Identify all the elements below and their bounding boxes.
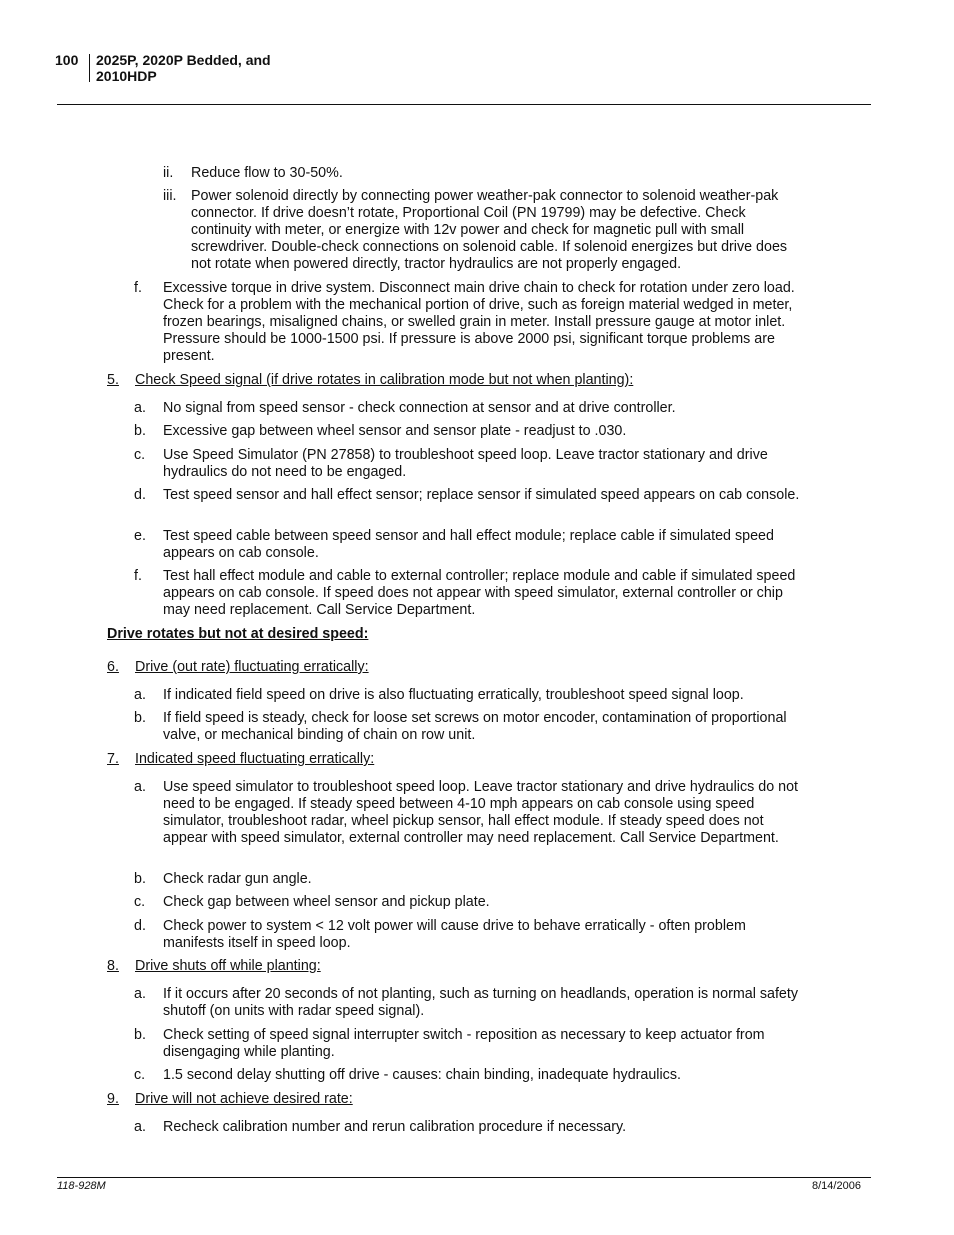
- footer-date: 8/14/2006: [812, 1180, 861, 1192]
- list-marker: iii.: [163, 188, 177, 204]
- header-title-line2: 2010HDP: [96, 68, 157, 84]
- footer-rule: [57, 1177, 871, 1178]
- list-text: Excessive torque in drive system. Disconnect main drive chain to check for rotation under zero load. Check for a problem with the mechanical portion of drive, such as foreign material wedged in meter, frozen bearings, misaligned chains, or swelled grain in meter. Install pressure gauge at motor inlet. Pressure should be 1000-1500 psi. If pressure is above 2000 psi, significant torque problems are present.: [163, 280, 795, 364]
- list-marker: b.: [134, 871, 146, 887]
- list-marker: a.: [134, 687, 146, 703]
- list-marker: c.: [134, 894, 146, 910]
- header-divider: [89, 54, 90, 82]
- list-text: Test hall effect module and cable to external controller; replace module and cable if simulated speed appears on cab console. If speed does not appear with speed simulator, external controller or chip may need replacement. Call Service Department.: [163, 568, 796, 618]
- page-header: [55, 52, 271, 84]
- list-text: No signal from speed sensor - check connection at sensor and at drive controller.: [163, 400, 676, 416]
- list-marker: 7.: [107, 751, 119, 767]
- list-text: 1.5 second delay shutting off drive - causes: chain binding, inadequate hydraulics.: [163, 1067, 681, 1083]
- list-text: Check gap between wheel sensor and pickup plate.: [163, 894, 490, 910]
- list-text: Check radar gun angle.: [163, 871, 312, 887]
- section-heading: Drive (out rate) fluctuating erratically:: [135, 659, 369, 675]
- header-title-line1: 2025P, 2020P Bedded, and: [96, 52, 271, 68]
- list-marker: 9.: [107, 1091, 119, 1107]
- list-text: Test speed sensor and hall effect sensor; replace sensor if simulated speed appears on cab console.: [163, 487, 800, 503]
- section-heading: Drive will not achieve desired rate:: [135, 1091, 353, 1107]
- list-text: Reduce flow to 30-50%.: [191, 165, 343, 181]
- list-marker: b.: [134, 423, 146, 439]
- list-marker: a.: [134, 1119, 146, 1135]
- list-text: Test speed cable between speed sensor and hall effect module; replace cable if simulated speed appears on cab console.: [163, 528, 774, 561]
- list-text: Use speed simulator to troubleshoot speed loop. Leave tractor stationary and drive hydraulics do not need to be engaged. If steady speed between 4-10 mph appears on cab console using speed simulator, troubleshoot radar, wheel pickup sensor, hall effect module. If steady speed does not appear with speed simulator, external controller may need replacement. Call Service Department.: [163, 779, 798, 846]
- list-text: Power solenoid directly by connecting power weather-pak connector to solenoid weather-pak connector. If drive doesn’t rotate, Proportional Coil (PN 19799) may be defective. Check continuity with meter, or energize with 12v power and check for magnetic pull with small screwdriver. Double-check connections on solenoid cable. If solenoid energizes but drive does not rotate when powered directly, tractor hydraulics are not properly engaged.: [191, 188, 788, 272]
- section-heading: Check Speed signal (if drive rotates in calibration mode but not when planting):: [135, 372, 634, 388]
- list-marker: d.: [134, 918, 146, 934]
- header-title: [96, 52, 271, 84]
- list-marker: c.: [134, 1067, 146, 1083]
- list-text: Check power to system < 12 volt power will cause drive to behave erratically - often problem manifests itself in speed loop.: [163, 918, 746, 951]
- list-marker: a.: [134, 779, 146, 795]
- footer-doc-number: 118-928M: [57, 1180, 106, 1192]
- list-text: Recheck calibration number and rerun calibration procedure if necessary.: [163, 1119, 627, 1135]
- list-marker: 6.: [107, 659, 119, 675]
- list-marker: f.: [134, 568, 142, 584]
- list-text: Excessive gap between wheel sensor and sensor plate - readjust to .030.: [163, 423, 627, 439]
- list-marker: 8.: [107, 958, 119, 974]
- list-marker: c.: [134, 447, 146, 463]
- header-rule: [57, 104, 871, 105]
- subsection-heading: Drive rotates but not at desired speed:: [107, 626, 369, 642]
- list-text: If indicated field speed on drive is also fluctuating erratically, troubleshoot speed signal loop.: [163, 687, 744, 703]
- list-marker: f.: [134, 280, 142, 296]
- list-text: If field speed is steady, check for loose set screws on motor encoder, contamination of proportional valve, or mechanical binding of chain on row unit.: [163, 710, 787, 743]
- section-heading: Indicated speed fluctuating erratically:: [135, 751, 375, 767]
- list-text: If it occurs after 20 seconds of not planting, such as turning on headlands, operation is normal safety shutoff (on units with radar speed signal).: [163, 986, 798, 1019]
- list-text: Use Speed Simulator (PN 27858) to troubleshoot speed loop. Leave tractor stationary and drive hydraulics do not need to be engaged.: [163, 447, 768, 480]
- list-text: Check setting of speed signal interrupter switch - reposition as necessary to keep actuator from disengaging while planting.: [163, 1027, 765, 1060]
- list-marker: b.: [134, 1027, 146, 1043]
- list-marker: ii.: [163, 165, 174, 181]
- list-marker: a.: [134, 986, 146, 1002]
- list-marker: d.: [134, 487, 146, 503]
- list-marker: e.: [134, 528, 146, 544]
- list-marker: 5.: [107, 372, 119, 388]
- page-number: 100: [55, 52, 79, 68]
- section-heading: Drive shuts off while planting:: [135, 958, 321, 974]
- list-marker: a.: [134, 400, 146, 416]
- list-marker: b.: [134, 710, 146, 726]
